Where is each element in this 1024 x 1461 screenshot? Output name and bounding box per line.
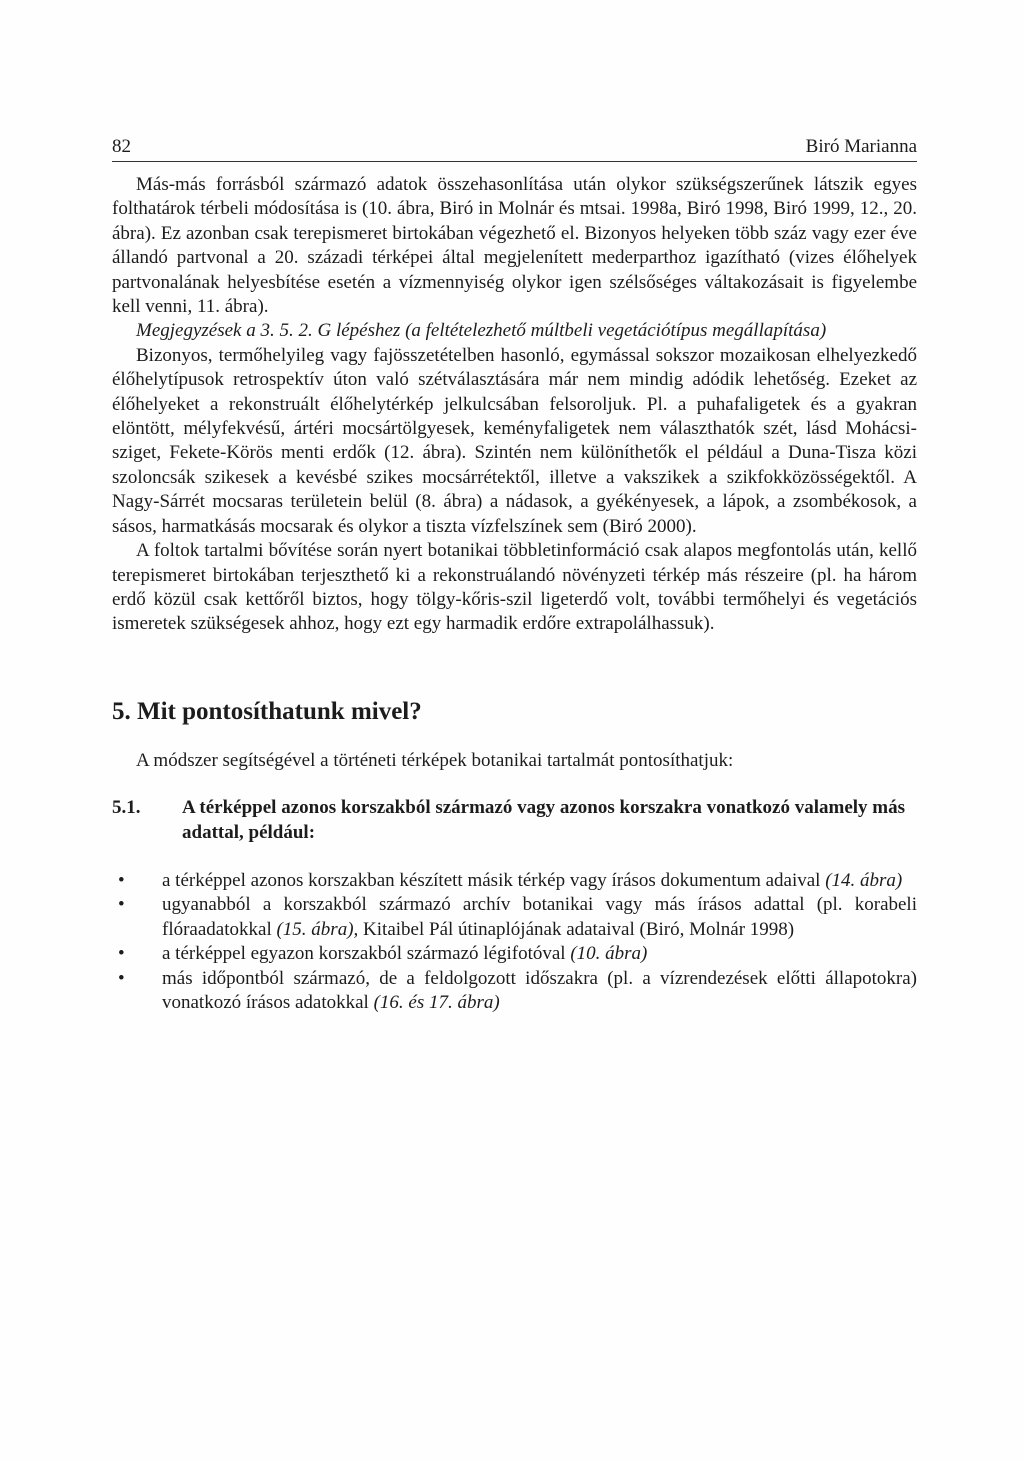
figure-ref: (16. és 17. ábra) xyxy=(373,991,500,1013)
running-header xyxy=(112,136,917,162)
subsection-heading xyxy=(112,796,917,845)
bullet-icon: • xyxy=(118,967,125,989)
bullet-icon: • xyxy=(118,894,125,916)
section-intro: A módszer segítségével a történeti térképek botanikai tartalmát pontosíthatjuk: xyxy=(136,749,734,771)
list-item xyxy=(112,967,917,1016)
note-heading: Megjegyzések a 3. 5. 2. G lépéshez (a feltételezhető múltbeli vegetációtípus megállapítása) xyxy=(136,320,827,342)
section-heading: 5. Mit pontosíthatunk mivel? xyxy=(112,697,422,725)
main-text xyxy=(112,173,917,1015)
bullet-icon: • xyxy=(118,869,125,891)
figure-ref: (10. ábra) xyxy=(570,943,648,965)
subsection-number: 5.1. xyxy=(112,797,141,819)
paragraph-3: A foltok tartalmi bővítése során nyert botanikai többletinformáció csak alapos megfontolás után, kellő terepismeret birtokában terjeszthető ki a rekonstruálandó növényzeti térkép más részeire (pl. ha három erdő közül csak kettőről biztos, hogy tölgy-kőris-szil ligeterdő volt, további termőhelyi és vegetációs ismeretek szükségesek ahhoz, hogy ezt egy harmadik erdőre extrapolálhassuk). xyxy=(112,540,917,635)
list-item xyxy=(112,893,917,942)
figure-ref: (14. ábra) xyxy=(825,869,903,891)
list-item-tail: Kitaibel Pál útinaplójának adataival (Biró, Molnár 1998) xyxy=(358,918,795,940)
list-item-text: más időpontból származó, de a feldolgozott időszakra (pl. a vízrendezések előtti állapotokra) vonatkozó írásos adatokkal xyxy=(162,967,917,1013)
figure-ref: (15. ábra), xyxy=(276,918,359,940)
paragraph-2: Bizonyos, termőhelyileg vagy fajösszetételben hasonló, egymással sokszor mozaikosan elhelyezkedő élőhelytípusok retrospektív úton való szétválasztására már nem mindig adódik lehetőség. Ezeket az élőhelyeket a rekonstruált élőhelytérkép jelkulcsában felsoroljuk. Pl. a puhafaligetek és a gyakran elöntött, mélyfekvésű, ártéri mocsártölgyesek, keményfaligetek nem választhatók szét, lásd Mohácsi-sziget, Fekete-Körös menti erdők (12. ábra). Szintén nem különíthetők el például a Duna-Tisza közi szoloncsák szikesek a kevésbé szikes mocsárrétektől, illetve a vakszikek a szikfokközösségektől. A Nagy-Sárrét mocsaras területein belül (8. ábra) a nádasok, a gyékényesek, a lápok, a zsombékosok, a sásos, harmatkásás mocsarak és olykor a tiszta vízfelszínek sem (Biró 2000). xyxy=(112,344,917,537)
running-author: Biró Marianna xyxy=(805,136,917,157)
bullet-list xyxy=(112,869,917,1015)
list-item xyxy=(112,942,917,966)
paragraph-1: Más-más forrásból származó adatok összehasonlítása után olykor szükségszerűnek látszik egyes folthatárok térbeli módosítása is (10. ábra, Biró in Molnár és mtsai. 1998a, Biró 1998, Biró 1999, 12., 20. ábra). Ez azonban csak terepismeret birtokában végezhető el. Bizonyos helyeken több száz vagy ezer éve állandó partvonal a 20. századi térképei által megjelenített mederparthoz igazítható (vizes élőhelyek partvonalának helyesbítése esetén a vízmennyiség olykor igen szélsőséges váltakozásait is figyelembe kell venni, 11. ábra). xyxy=(112,174,917,318)
bullet-icon: • xyxy=(118,943,125,965)
list-item-text: a térképpel azonos korszakban készített másik térkép vagy írásos dokumentum adaival xyxy=(162,869,826,891)
list-item-text: a térképpel egyazon korszakból származó légifotóval xyxy=(162,943,571,965)
list-item-text: ugyanabból a korszakból származó archív botanikai vagy más írásos adattal (pl. korabeli flóraadatokkal xyxy=(162,894,917,940)
subsection-title: A térképpel azonos korszakból származó vagy azonos korszakra vonatkozó valamely más adattal, például: xyxy=(182,797,906,843)
list-item xyxy=(112,869,917,893)
page-number: 82 xyxy=(112,136,131,157)
